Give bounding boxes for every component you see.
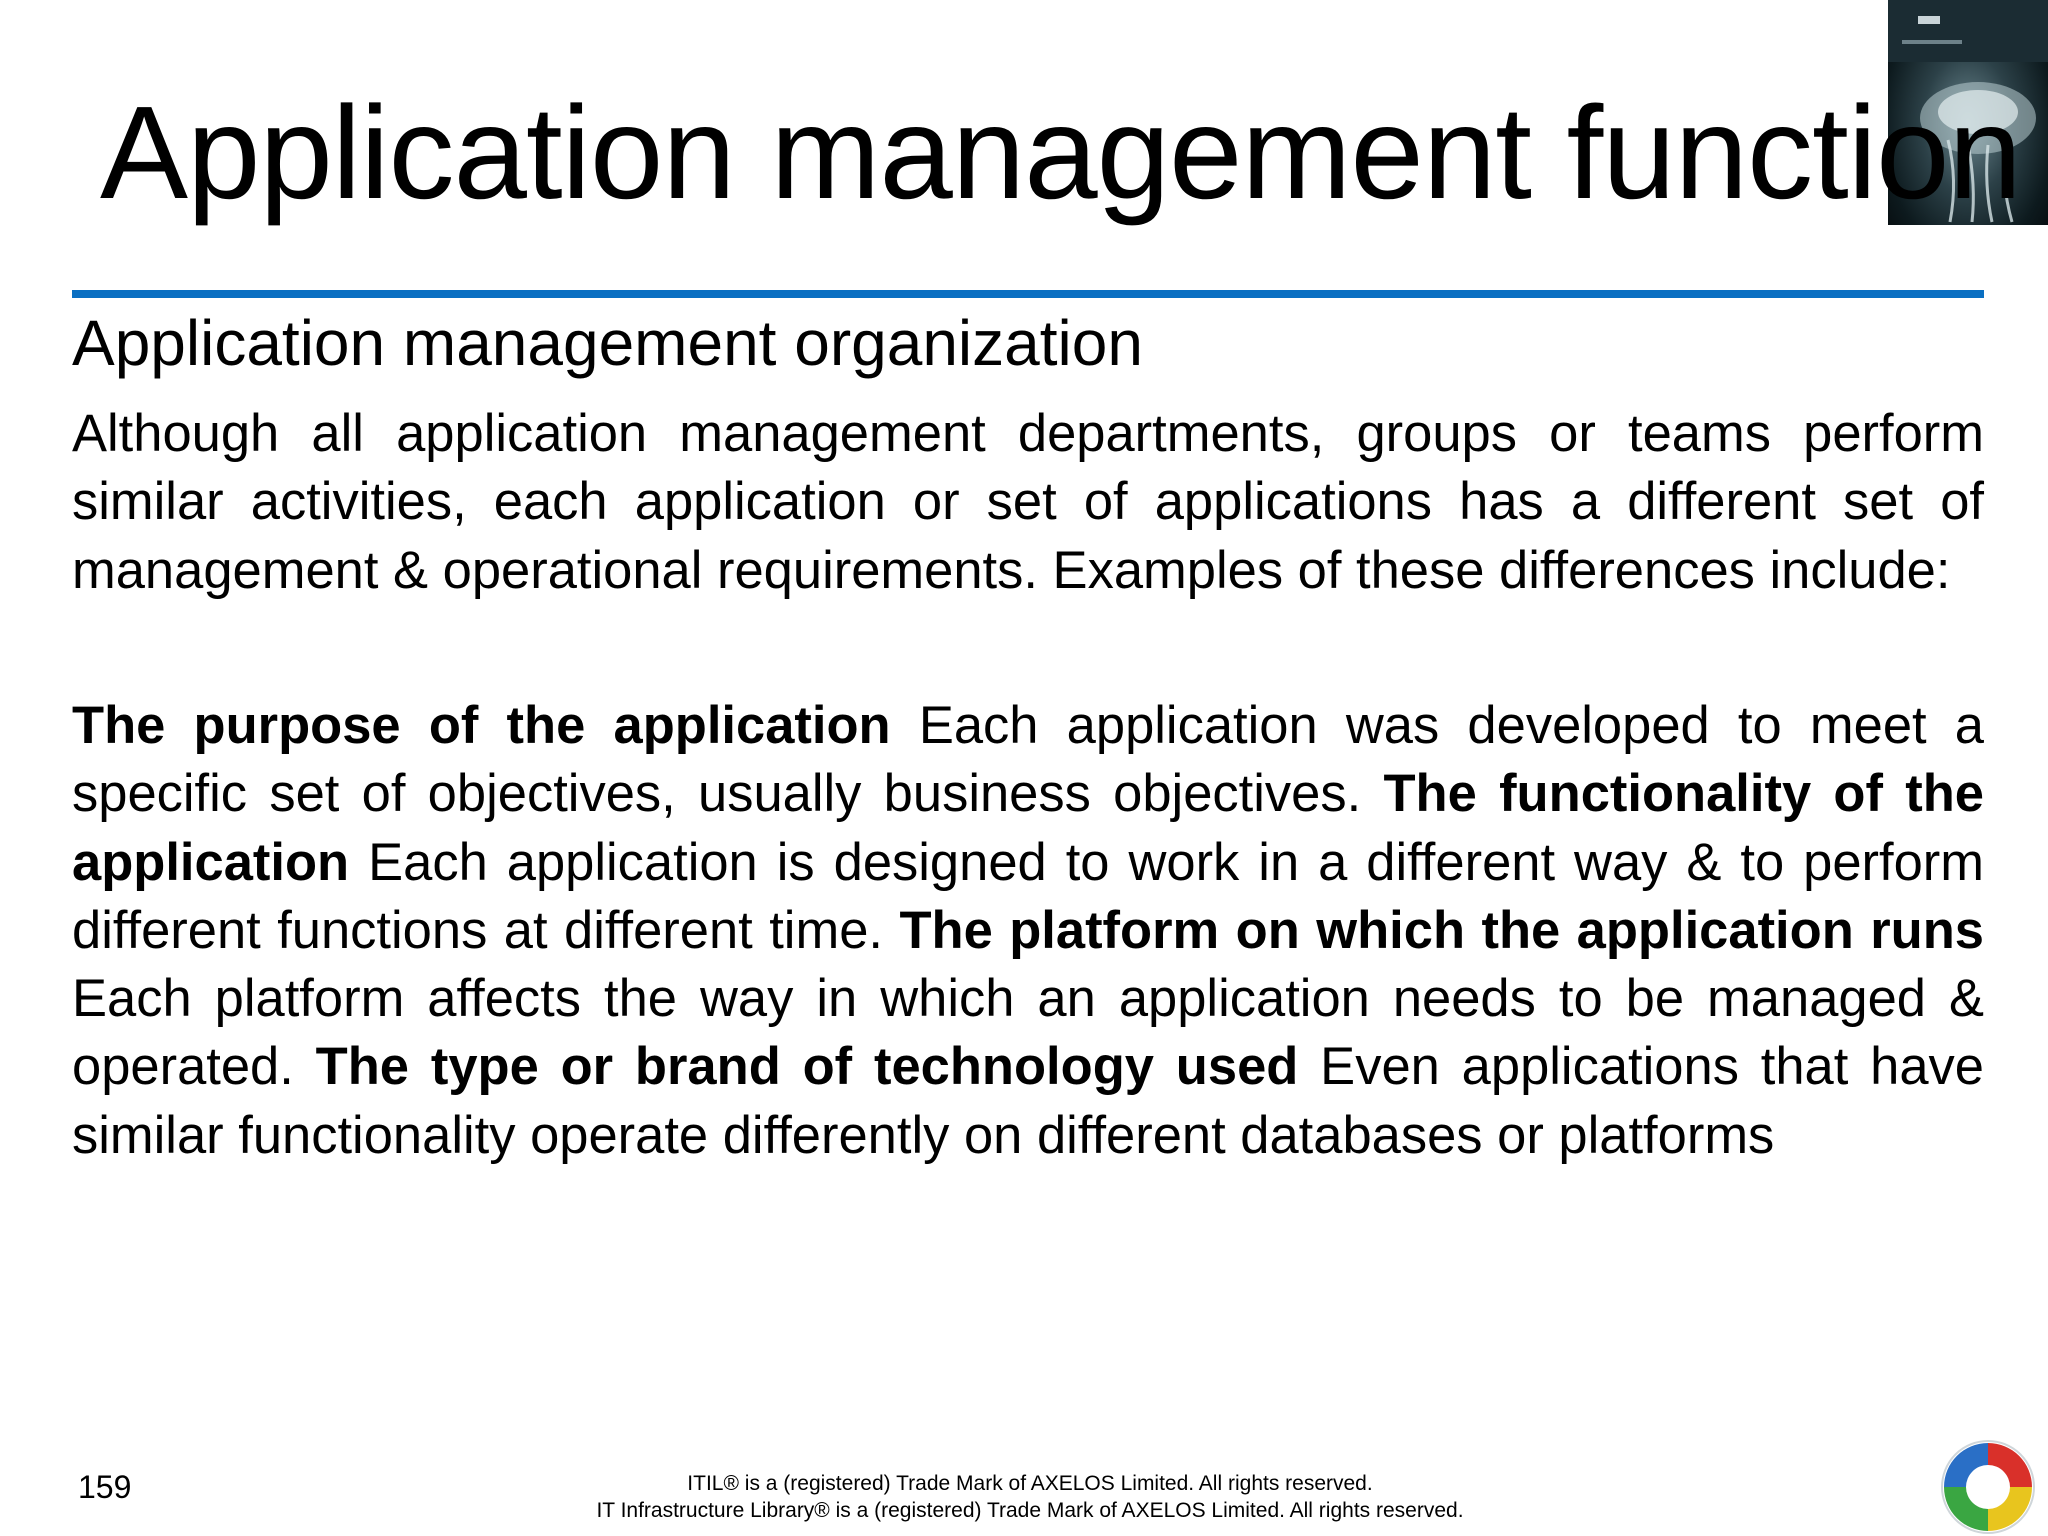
difference-term: The functionality of the application — [72, 764, 1984, 892]
difference-description: Even applications that have similar functionality operate differently on different databases or platforms — [72, 1037, 1985, 1165]
slide-subtitle: Application management organization — [72, 307, 1143, 379]
difference-term: The purpose of the application — [72, 696, 891, 755]
slide-title: Application management function — [100, 79, 2021, 226]
trademark-footer — [500, 1470, 1560, 1524]
difference-description: Each platform affects the way in which an application needs to be managed & operated. — [72, 969, 1984, 1097]
difference-description: Each application was developed to meet a specific set of objectives, usually business objectives. — [72, 696, 1984, 824]
plan-do-check-act-cycle-icon — [1938, 1438, 2038, 1536]
difference-term: The platform on which the application runs — [899, 900, 1984, 960]
intro-paragraph: Although all application management departments, groups or teams perform similar activities, each application or set of applications has a different set of management & operational requirements. Examples of these differences include: — [72, 404, 1984, 600]
differences-paragraph — [72, 692, 1984, 1170]
trademark-line-itil: ITIL® is a (registered) Trade Mark of AXELOS Limited. All rights reserved. — [687, 1472, 1373, 1495]
trademark-line-it-infrastructure-library: IT Infrastructure Library® is a (registered) Trade Mark of AXELOS Limited. All rights reserved. — [596, 1499, 1464, 1522]
difference-description: Each application is designed to work in a different way & to perform different functions at different time. — [72, 832, 1984, 960]
difference-term: The type or brand of technology used — [315, 1037, 1299, 1097]
page-number: 159 — [78, 1469, 132, 1505]
title-divider — [72, 290, 1984, 298]
